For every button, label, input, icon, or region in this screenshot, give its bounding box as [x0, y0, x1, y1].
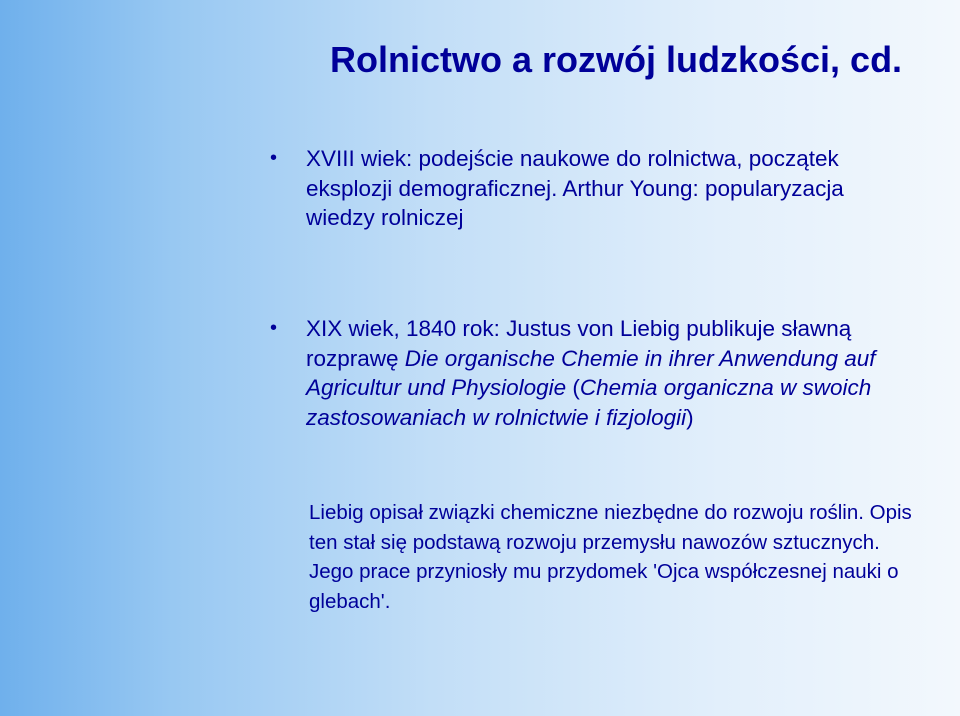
bullet-text: XVIII wiek: podejście naukowe do rolnictwa, początek eksplozji demograficznej. Arthur Young: popularyzacja wiedzy rolniczej: [306, 146, 844, 230]
bullet-dot-icon: •: [270, 317, 278, 339]
paren-close: ): [686, 404, 694, 430]
book-title: Die organische Chemie in ihrer Anwendung auf Agricultur und Physiologie: [306, 345, 876, 400]
bullet-xix-century: [270, 314, 910, 432]
bullet-dot-icon: •: [270, 147, 278, 169]
bullet-text: [306, 314, 910, 432]
book-translation: Chemia organiczna w swoich zastosowaniach w rolnictwie i fizjologii: [306, 375, 872, 430]
paren-open: (: [566, 375, 580, 400]
bullet-xviii-century: [270, 144, 910, 233]
bullet-intro: XIX wiek, 1840 rok: Justus von Liebig publikuje sławną rozprawę: [306, 316, 852, 371]
liebig-paragraph: Liebig opisał związki chemiczne niezbędne do rozwoju roślin. Opis ten stał się podstawą rozwoju przemysłu nawozów sztucznych. Jego prace przyniosły mu przydomek 'Ojca współczesnej nauki o glebach'.: [309, 501, 912, 613]
slide-title: Rolnictwo a rozwój ludzkości, cd.: [330, 39, 903, 80]
